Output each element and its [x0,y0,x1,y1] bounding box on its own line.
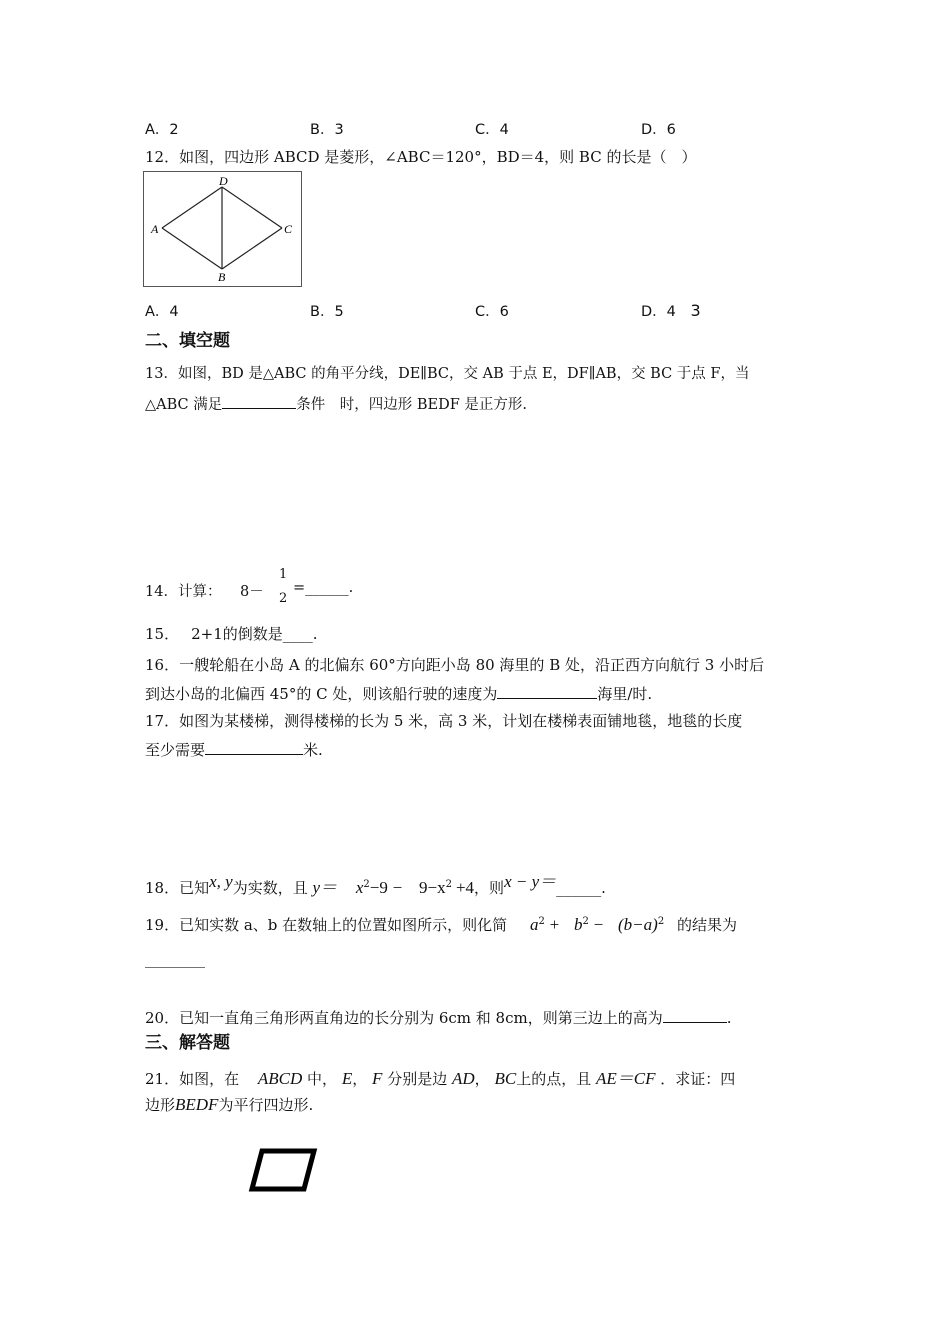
q14-numerator: 1 [279,567,288,582]
q14-expr: 8－ [240,584,264,600]
q21-ad: AD [452,1069,475,1088]
q18-xy-eq: x − y＝ [504,872,557,891]
q19-term-ba: (b−a) [618,915,658,934]
q19-term-ba-exp: 2 [657,916,665,927]
q21-p4: 上的点，且 [516,1070,592,1088]
q21-line2a: 边形 [145,1096,176,1114]
q18-line [145,873,606,898]
q12-option-d [641,300,701,321]
q19-line [145,914,737,935]
q19-term-a-exp: 2 [538,916,545,927]
q12-option-d-label: D．4 [641,304,676,320]
label-b: B [218,270,226,284]
q21-f: F [372,1069,383,1088]
q13-line1: 13．如图，BD 是△ABC 的角平分线，DE∥BC，交 AB 于点 E，DF∥AB，交 BC 于点 F，当 [145,366,750,382]
q18-rad1-exp: 2 [363,879,370,890]
q19-minus: − [593,915,604,934]
q16-line2-prefix: 到达小岛的北偏西 45°的 C 处，则该船行驶的速度为 [145,685,498,703]
q18-mid: 为实数，且 [232,879,308,897]
q18-then: ，则 [474,879,505,897]
section-2-title: 二、填空题 [145,331,230,351]
q18-rad2: 9−x [418,878,446,897]
q18-prefix: 18．已知 [145,879,210,897]
q12-option-a: A．4 [145,304,179,320]
q18-suffix: ______. [556,879,606,897]
section-3-title: 三、解答题 [145,1033,230,1053]
q18-vars: x, y [209,872,233,891]
q18-y-eq: y＝ [312,878,338,897]
q13-line2-prefix: △ABC 满足 [145,397,223,413]
q13-answer-blank[interactable] [222,392,296,409]
rhombus-diagram [144,172,301,286]
q11-option-d: D．6 [641,122,676,138]
q20-line [145,1006,732,1028]
q14-suffix: =______. [293,580,354,596]
q12-option-c: C．6 [475,304,509,320]
q16-line2-suffix: 海里/时. [597,685,653,703]
q17-line2-suffix: 米. [303,741,323,759]
q19-term-a: a [529,915,539,934]
q17-answer-blank[interactable] [205,738,303,755]
q19-term-b: b [573,915,583,934]
q21-abcd: ABCD [257,1069,303,1088]
q19-plus: + [549,915,560,934]
q20-suffix: . [726,1009,732,1027]
q14-denominator: 2 [279,591,288,606]
q21-e: E [341,1069,353,1088]
q18-rad1-x: x [355,878,364,897]
q13-line2-suffix: 条件 时，四边形 BEDF 是正方形. [296,397,528,413]
q21-comma2: ， [474,1070,490,1088]
q19-prefix: 19．已知实数 a、b 在数轴上的位置如图所示，则化简 [145,916,508,934]
q21-p2: 中， [307,1070,338,1088]
q20-text: 20．已知一直角三角形两直角边的长分别为 6cm 和 8cm，则第三边上的高为 [145,1009,663,1027]
q21-bc: BC [494,1069,517,1088]
q11-option-b: B．3 [310,122,344,138]
q15-suffix: 的倒数是____. [222,625,318,643]
q13-line2 [145,392,527,414]
q12-option-d-root: 3 [690,301,701,320]
q21-comma1: ， [352,1070,368,1088]
q21-p5: ．求证：四 [660,1070,736,1088]
q18-rad2-exp: 2 [445,879,452,890]
q12-text: 12．如图，四边形 ABCD 是菱形，∠ABC＝120°，BD＝4，则 BC 的长是（ ） [145,148,697,166]
q15-prefix: 15． [145,625,180,643]
q16-line2 [145,682,652,704]
q21-ae-cf: AE＝CF [596,1069,656,1088]
q17-line1: 17．如图为某楼梯，测得楼梯的长为 5 米，高 3 米，计划在楼梯表面铺地毯，地毯的长度 [145,712,743,730]
label-c: C [284,222,293,236]
q18-rad1-const: −9 [369,878,388,897]
q15-expr: 2+1 [191,625,223,643]
label-a: A [151,222,159,236]
q11-option-a: A．2 [145,122,179,138]
q19-answer-blank[interactable]: ________ [145,950,205,968]
q19-term-b-exp: 2 [582,916,589,927]
q12-rhombus-figure [143,171,302,287]
q16-answer-blank[interactable] [497,682,597,699]
label-d: D [219,174,228,188]
q21-p1: 21．如图，在 [145,1070,240,1088]
q17-line2 [145,738,323,760]
q12-option-b: B．5 [310,304,344,320]
q21-bedf: BEDF [175,1095,219,1114]
q21-line2b: 为平行四边形. [218,1096,314,1114]
q17-line2-prefix: 至少需要 [145,741,206,759]
q20-answer-blank[interactable] [663,1006,727,1023]
q18-minus: − [392,878,403,897]
q11-option-c: C．4 [475,122,509,138]
q15-line [145,623,318,644]
q19-suffix: 的结果为 [676,916,737,934]
q21-line1 [145,1064,735,1089]
q16-line1: 16．一艘轮船在小岛 A 的北偏东 60°方向距小岛 80 海里的 B 处，沿正西方向航行 3 小时后 [145,656,765,674]
q14-prefix: 14．计算： [145,584,222,600]
q21-parallelogram-figure [248,1146,320,1196]
q18-plus4: +4 [455,878,475,897]
q21-line2 [145,1094,313,1115]
q21-p3: 分别是边 [387,1070,448,1088]
